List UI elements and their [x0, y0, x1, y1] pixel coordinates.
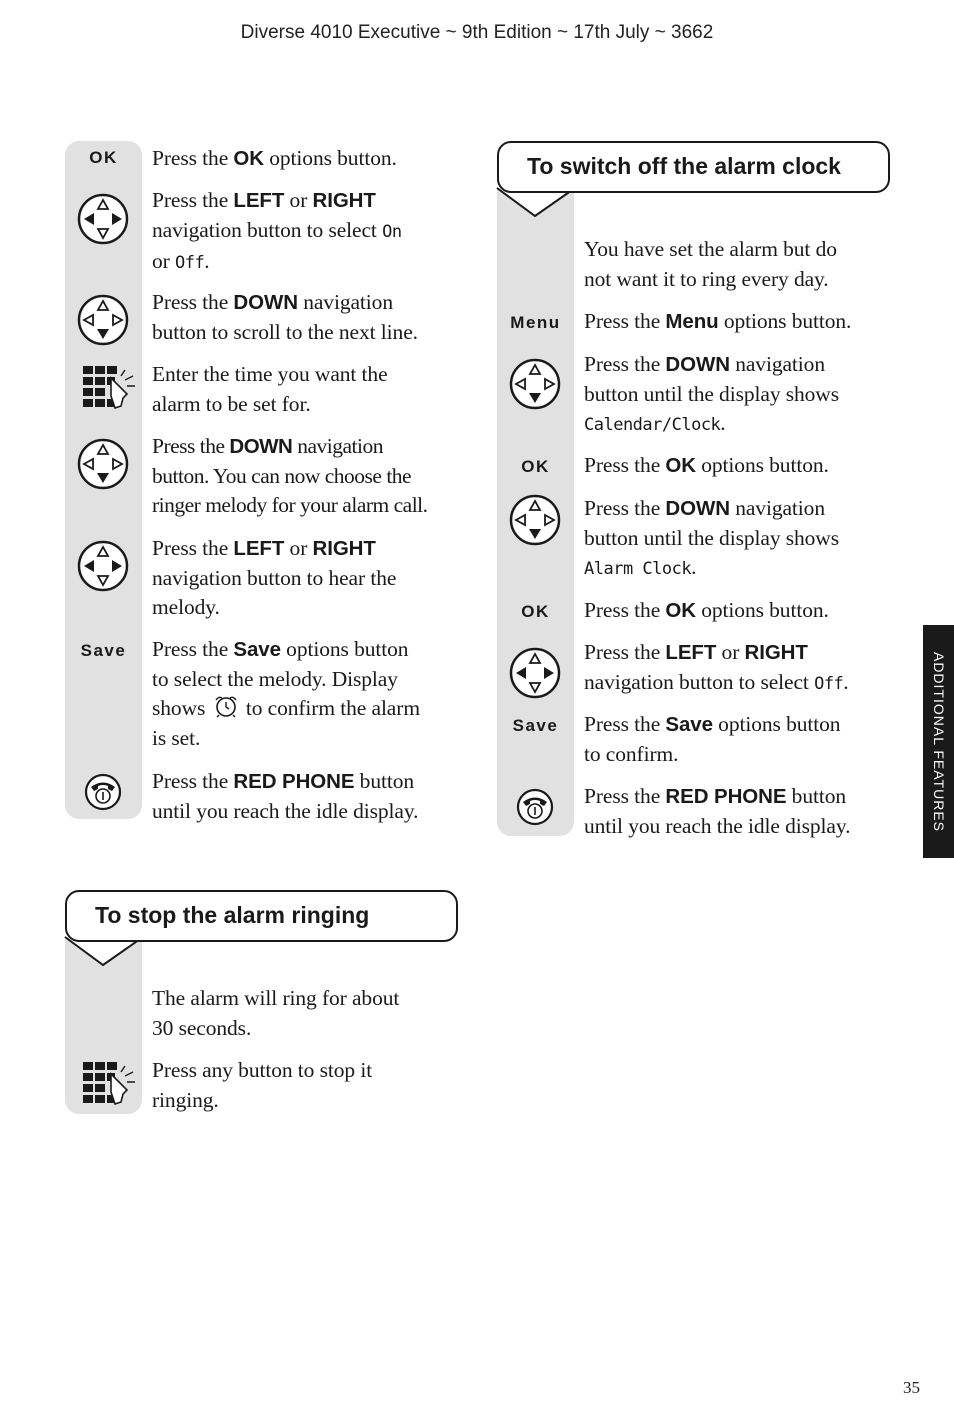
save-key-label: Save — [512, 716, 559, 735]
left-step-2: Press the LEFT or RIGHT navigation button to select On or Off. — [152, 188, 402, 273]
save-key-label: Save — [80, 641, 127, 660]
ok-key-label: OK — [89, 148, 118, 167]
ok-key-label: OK — [521, 602, 550, 621]
page-header: Diverse 4010 Executive ~ 9th Edition ~ 17th July ~ 3662 — [240, 22, 714, 43]
left-step-5: Press the DOWN navigation button. You can now choose the ringer melody for your alarm call. — [152, 434, 428, 517]
switch-step-2: Press the DOWN navigation button until the display shows Calendar/Clock. — [584, 352, 840, 435]
left-step-7: Press the Save options button to select the melody. Display shows to confirm the alarm is set. — [152, 637, 420, 750]
switch-step-5: Press the OK options button. — [584, 598, 829, 622]
alarm-clock-icon — [211, 694, 241, 718]
ok-key-label: OK — [521, 457, 550, 476]
nav-down-icon — [508, 357, 562, 411]
switch-step-6: Press the LEFT or RIGHT navigation button to select Off. — [584, 640, 849, 694]
switch-step-4: Press the DOWN navigation button until the display shows Alarm Clock. — [584, 496, 840, 579]
nav-left-right-icon — [76, 539, 130, 593]
left-step-3: Press the DOWN navigation button to scroll to the next line. — [152, 290, 418, 344]
switch-step-1: Press the Menu options button. — [584, 309, 852, 333]
section-side-tab — [923, 625, 954, 858]
stop-step-2: Press any button to stop it ringing. — [152, 1058, 373, 1112]
left-step-6: Press the LEFT or RIGHT navigation button to hear the melody. — [152, 536, 397, 619]
switch-intro: You have set the alarm but do not want it to ring every day. — [584, 237, 837, 291]
left-step-1: Press the OK options button. — [152, 146, 397, 170]
switch-step-8: Press the RED PHONE button until you reach the idle display. — [584, 784, 851, 838]
red-phone-icon — [83, 772, 123, 812]
stop-section-title: To stop the alarm ringing — [65, 890, 458, 942]
keypad-icon — [81, 364, 137, 410]
switch-step-7: Press the Save options button to confirm. — [584, 712, 841, 766]
nav-left-right-icon — [76, 192, 130, 246]
nav-down-icon — [76, 437, 130, 491]
switch-step-3: Press the OK options button. — [584, 453, 829, 477]
stop-step-1: The alarm will ring for about 30 seconds. — [152, 986, 400, 1040]
menu-key-label: Menu — [510, 313, 561, 332]
left-step-8: Press the RED PHONE button until you reach the idle display. — [152, 769, 419, 823]
nav-left-right-icon — [508, 646, 562, 700]
side-tab-label: ADDITIONAL FEATURES — [930, 651, 947, 832]
red-phone-icon — [515, 787, 555, 827]
nav-down-icon — [508, 493, 562, 547]
keypad-icon — [81, 1060, 137, 1106]
nav-down-icon — [76, 293, 130, 347]
page-number: 35 — [903, 1378, 920, 1397]
left-step-4: Enter the time you want the alarm to be set for. — [152, 362, 388, 416]
switch-section-title: To switch off the alarm clock — [497, 141, 890, 193]
